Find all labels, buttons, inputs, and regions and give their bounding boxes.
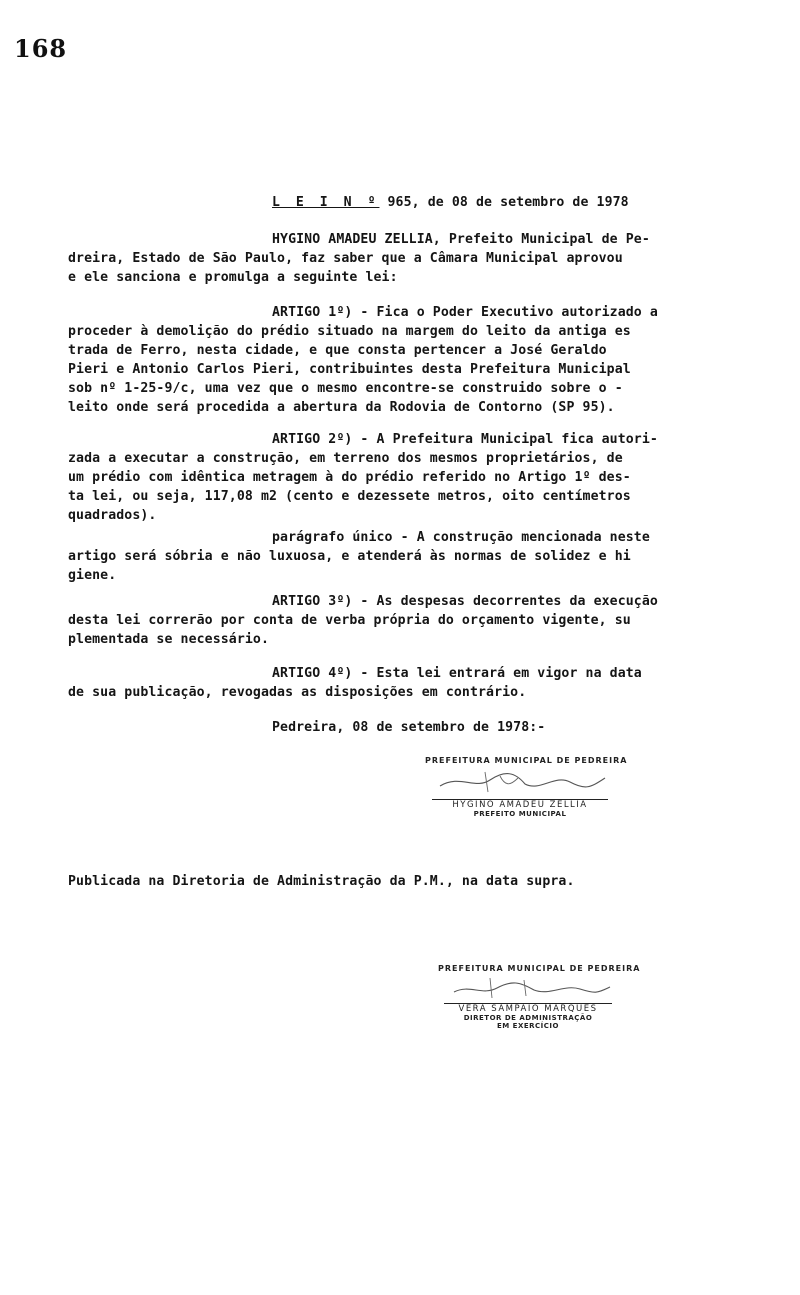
body-line: zada a executar a construção, em terreno dos mesmos proprietários, de — [68, 451, 623, 466]
stamp-name: VERA SAMPAIO MARQUES — [458, 1004, 598, 1014]
stamp-role: DIRETOR DE ADMINISTRAÇÃO — [463, 1014, 593, 1022]
stamp-header: PREFEITURA MUNICIPAL DE PEDREIRA — [438, 964, 641, 973]
body-line: desta lei correrão por conta de verba própria do orçamento vigente, su — [68, 613, 631, 628]
stamp-name: HYGINO AMADEU ZELLIA — [452, 800, 588, 810]
body-line: parágrafo único - A construção mencionada neste — [272, 530, 650, 545]
body-line: ARTIGO 2º) - A Prefeitura Municipal fica autori- — [272, 432, 658, 447]
stamp-role: PREFEITO MUNICIPAL — [473, 810, 567, 818]
body-line: HYGINO AMADEU ZELLIA, Prefeito Municipal de Pe- — [272, 232, 650, 247]
body-line: um prédio com idêntica metragem à do prédio referido no Artigo 1º des- — [68, 470, 631, 485]
body-line: dreira, Estado de São Paulo, faz saber que a Câmara Municipal aprovou — [68, 251, 623, 266]
body-line: ARTIGO 4º) - Esta lei entrará em vigor na data — [272, 666, 642, 681]
date-line: Pedreira, 08 de setembro de 1978:- — [272, 720, 546, 735]
publication-line: Publicada na Diretoria de Administração da P.M., na data supra. — [68, 874, 575, 889]
signature-prefeito — [430, 766, 610, 794]
prefeito-stamp — [425, 756, 628, 818]
stamp-role-status: EM EXERCÍCIO — [497, 1022, 559, 1030]
body-line: plementada se necessário. — [68, 632, 269, 647]
law-title-lei: L E I N º — [272, 195, 380, 210]
body-line: leito onde será procedida a abertura da Rodovia de Contorno (SP 95). — [68, 400, 615, 415]
body-line: trada de Ferro, nesta cidade, e que consta pertencer a José Geraldo — [68, 343, 607, 358]
body-line: sob nº 1-25-9/c, uma vez que o mesmo encontre-se construido sobre o - — [68, 381, 623, 396]
body-line: ta lei, ou seja, 117,08 m2 (cento e dezessete metros, oito centímetros — [68, 489, 631, 504]
body-line: Pieri e Antonio Carlos Pieri, contribuintes desta Prefeitura Municipal — [68, 362, 631, 377]
body-line: proceder à demolição do prédio situado na margem do leito da antiga es — [68, 324, 631, 339]
body-line: de sua publicação, revogadas as disposições em contrário. — [68, 685, 527, 700]
body-line: ARTIGO 1º) - Fica o Poder Executivo autorizado a — [272, 305, 658, 320]
diretora-stamp — [438, 964, 641, 1030]
signature-diretora — [442, 974, 614, 1000]
body-line: artigo será sóbria e não luxuosa, e atenderá às normas de solidez e hi — [68, 549, 631, 564]
body-line: quadrados). — [68, 508, 157, 523]
law-title — [272, 195, 629, 210]
body-line: ARTIGO 3º) - As despesas decorrentes da execução — [272, 594, 658, 609]
page-number: 168 — [14, 34, 68, 63]
body-line: e ele sanciona e promulga a seguinte lei: — [68, 270, 398, 285]
stamp-header: PREFEITURA MUNICIPAL DE PEDREIRA — [425, 756, 628, 765]
law-title-rest: 965, de 08 de setembro de 1978 — [387, 195, 629, 210]
body-line: giene. — [68, 568, 117, 583]
